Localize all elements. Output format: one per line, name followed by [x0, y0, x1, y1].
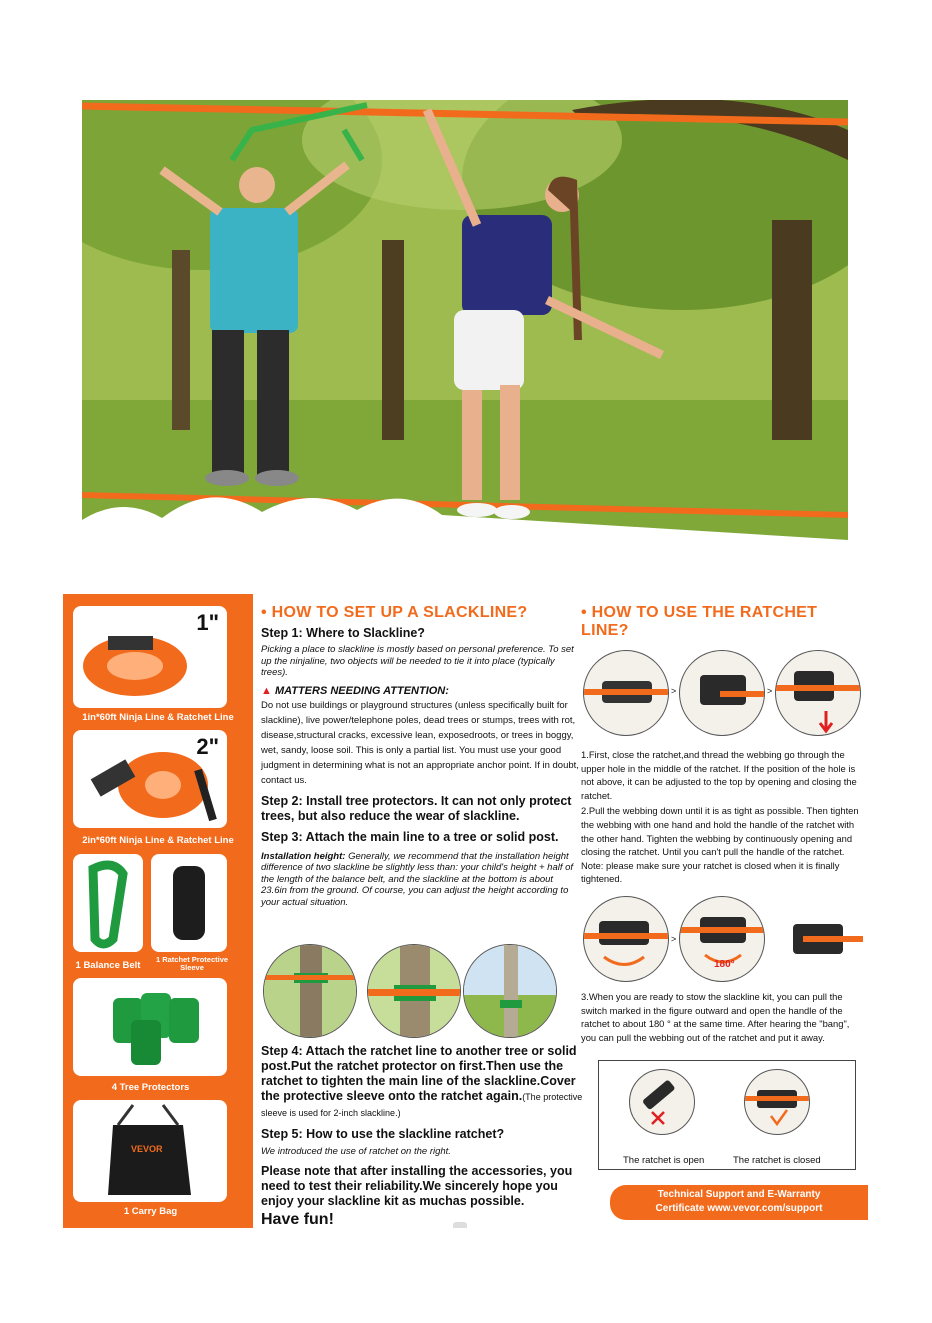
ratchet-para-1: 1.First, close the ratchet,and thread the webbing go through the upper hole in the middle of the ratchet. If the position of the hole is not above, it can be adjusted to the top by opening and closing the ratchet. — [581, 749, 857, 801]
size-badge-2in: 2" — [196, 734, 219, 759]
bag-brand-logo: VEVOR — [131, 1144, 163, 1154]
closing-text: Please note that after installing the accessories, you need to test their reliability.We sincerely hope you enjoy your slackline kit as muchas possible. — [261, 1163, 573, 1208]
protective-sleeve-card — [151, 854, 227, 952]
size-badge-1in: 1" — [196, 610, 219, 635]
arrow-right-icon: > — [671, 934, 677, 944]
ratchet-section — [581, 604, 865, 640]
step3-photo-1 — [263, 944, 357, 1038]
ratchet-para-2: 2.Pull the webbing down until it is as tight as possible. Then tighten the webbing with one hand and hold the handle of the ratchet with the other hand. Tighten the webbing by continuously opening and closing the ratchet. Until you can't pull the handle of the ratchet. Note: please make sure your ratchet is closed when it is finally tightened. — [581, 805, 859, 885]
angle-label: 180° — [714, 959, 735, 970]
ratchet-para-3: 3.When you are ready to stow the slackline kit, you can pull the switch marked in the figure outward and open the handle of the ratchet to about 180 ° at the same time. After hearing the "bang", you can pull the webbing out of the ratchet and put it away. — [581, 991, 850, 1043]
have-fun-text: Have fun! — [261, 1210, 334, 1228]
step1-title: Step 1: Where to Slackline? — [261, 626, 425, 640]
step4-note: (The protective sleeve is used for 2-inch slackline.) — [261, 1092, 583, 1118]
warning-icon: ▲ — [261, 684, 272, 697]
ratchet-step-photo-3 — [775, 650, 861, 736]
arrow-right-icon: > — [671, 686, 677, 696]
step5-text: We introduced the use of ratchet on the right. — [261, 1146, 451, 1157]
sidebar-caption: 2in*60ft Ninja Line & Ratchet Line — [82, 835, 234, 846]
steps-lower-section — [261, 1044, 591, 1229]
ratchet-state-box — [598, 1060, 856, 1170]
arrow-right-icon: > — [767, 686, 773, 696]
protective-sleeve-image — [151, 854, 227, 952]
ratchet-step-photo-2 — [679, 650, 765, 736]
ratchet-release-photo-2 — [679, 896, 765, 982]
carry-bag-card — [73, 1100, 227, 1202]
sidebar-caption: 1 Balance Belt — [75, 960, 141, 971]
ninja-line-1in-card — [73, 606, 227, 708]
step2-title: Step 2: Install tree protectors. It can not only protect trees, but also reduce the wear of slackline. — [261, 793, 572, 823]
sidebar-caption: 1 Ratchet Protective Sleeve — [155, 955, 229, 972]
balance-belt-card — [73, 854, 143, 952]
ratchet-closed-image — [744, 1069, 810, 1135]
support-line-1: Technical Support and E-Warranty — [657, 1189, 821, 1200]
attention-heading: ▲ MATTERS NEEDING ATTENTION: — [261, 684, 449, 697]
ratchet-open-image — [629, 1069, 695, 1135]
ratchet-heading: • HOW TO USE THE RATCHET LINE? — [581, 604, 818, 639]
instructions-panel — [253, 594, 868, 1228]
ratchet-step-photo-1 — [583, 650, 669, 736]
ninja-line-2in-card — [73, 730, 227, 828]
step1-text: Picking a place to slackline is mostly based on personal preference. To set up the ninjaline, two objects will be needed to tie it into place (typically trees). — [261, 644, 574, 678]
attention-text: Do not use buildings or playground structures (unless specifically built for slackline), live power/telephone poles, dead trees or stumps, trees with rot, disease,structural cracks, excessive lean, exposedroots, or trees in boggy, wet, sandy, loose soil. This is only a partial list. You must use your good judgment in determining what is not an appropriate anchor point. If in doubt, contact us. — [261, 699, 579, 786]
sidebar-caption: 1in*60ft Ninja Line & Ratchet Line — [82, 712, 234, 723]
sidebar-caption: 4 Tree Protectors — [111, 1082, 190, 1093]
step3-photo-2 — [367, 944, 461, 1038]
ratchet-instructions-1-2 — [581, 748, 865, 886]
support-badge[interactable] — [610, 1185, 868, 1220]
hero-photo — [82, 100, 848, 545]
scroll-indicator — [453, 1222, 467, 1228]
ratchet-release-photo-1 — [583, 896, 669, 982]
step3-title: Step 3: Attach the main line to a tree or solid post. — [261, 829, 559, 844]
install-height-text: Installation height: Generally, we recommend that the installation height difference of two slackline be slightly less than: your child's height + half of the length of the balance belt, and the slackline at the bottom is about 23.6in from the ground. Of course, you can adjust the height according to your actual situation. — [261, 850, 574, 908]
tree-protectors-card — [73, 978, 227, 1076]
support-line-2: Certificate www.vevor.com/support — [655, 1203, 823, 1214]
step3-photo-3 — [463, 944, 557, 1038]
step4-title: Step 4: Attach the ratchet line to another tree or solid post.Put the ratchet protector on first.Then use the ratchet to tighten the main line of the slackline.Cover the protective sleeve onto the ratchet again.(The protective sleeve is used for 2-inch slackline.) — [261, 1044, 583, 1118]
step5-title: Step 5: How to use the slackline ratchet? — [261, 1127, 505, 1141]
tree-protectors-image — [73, 978, 227, 1076]
setup-section — [261, 604, 579, 908]
ratchet-release-photo-3 — [783, 904, 863, 984]
package-contents-sidebar — [63, 594, 253, 1228]
ratchet-closed-label: The ratchet is closed — [733, 1155, 821, 1166]
sidebar-caption: 1 Carry Bag — [123, 1206, 178, 1217]
ratchet-open-label: The ratchet is open — [623, 1155, 705, 1166]
setup-heading: • HOW TO SET UP A SLACKLINE? — [261, 604, 528, 621]
balance-belt-image — [73, 854, 143, 952]
